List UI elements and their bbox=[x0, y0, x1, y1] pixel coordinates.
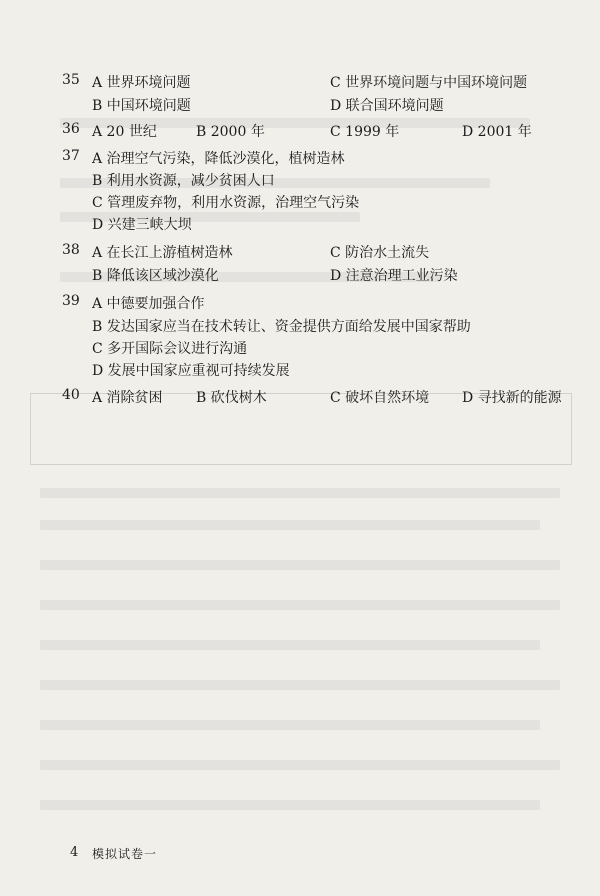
option-a: A 20 世纪 bbox=[92, 124, 157, 140]
option-b: B 降低该区域沙漠化 bbox=[92, 268, 219, 284]
option-a: A 世界环境问题 bbox=[92, 75, 191, 91]
option-c: C 世界环境问题与中国环境问题 bbox=[330, 75, 528, 91]
page-number: 4 bbox=[70, 845, 79, 860]
option-a: A 在长江上游植树造林 bbox=[92, 245, 233, 261]
option-d: D 联合国环境问题 bbox=[330, 98, 444, 114]
question-number: 39 bbox=[62, 293, 80, 309]
option-c: C 1999 年 bbox=[330, 124, 400, 140]
option-c: C 管理废弃物，利用水资源，治理空气污染 bbox=[92, 195, 360, 211]
question-number: 36 bbox=[62, 121, 80, 137]
option-c: C 破坏自然环境 bbox=[330, 390, 430, 406]
option-d: D 兴建三峡大坝 bbox=[92, 217, 192, 233]
question-number: 38 bbox=[62, 242, 80, 258]
footer-title: 模拟试卷一 bbox=[92, 847, 158, 861]
option-d: D 注意治理工业污染 bbox=[330, 268, 458, 284]
option-c: C 多开国际会议进行沟通 bbox=[92, 341, 248, 357]
question-number: 40 bbox=[62, 387, 80, 403]
option-b: B 利用水资源，减少贫困人口 bbox=[92, 173, 275, 189]
option-a: A 消除贫困 bbox=[92, 390, 163, 406]
option-b: B 2000 年 bbox=[196, 124, 265, 140]
option-d: D 2001 年 bbox=[462, 124, 532, 140]
option-b: B 中国环境问题 bbox=[92, 98, 191, 114]
option-b: B 发达国家应当在技术转让、资金提供方面给发展中国家帮助 bbox=[92, 319, 471, 335]
option-b: B 砍伐树木 bbox=[196, 390, 267, 406]
option-c: C 防治水土流失 bbox=[330, 245, 430, 261]
option-d: D 寻找新的能源 bbox=[462, 390, 562, 406]
question-number: 37 bbox=[62, 148, 80, 164]
question-number: 35 bbox=[62, 72, 80, 88]
option-d: D 发展中国家应重视可持续发展 bbox=[92, 363, 290, 379]
option-a: A 治理空气污染，降低沙漠化，植树造林 bbox=[92, 151, 345, 167]
option-a: A 中德要加强合作 bbox=[92, 296, 205, 312]
